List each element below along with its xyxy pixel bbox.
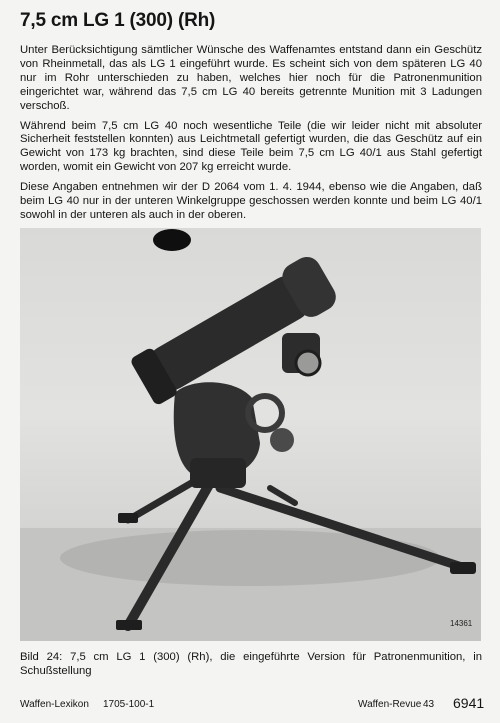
page-title: 7,5 cm LG 1 (300) (Rh)	[20, 10, 216, 31]
sight-lens	[296, 351, 320, 375]
body-text	[20, 44, 482, 229]
footer-sheet-number: 6941	[453, 695, 485, 711]
pivot-base	[190, 458, 246, 488]
paragraph-3: Diese Angaben entnehmen wir der D 2064 vom 1. 4. 1944, ebenso wie die Angaben, daß beim LG 40 nur in der unteren Winkelgruppe geschossen werden konnte und beim LG 40/1 sowohl in der unteren als auch in der oberen.	[20, 181, 482, 221]
traverse-handwheel	[270, 428, 294, 452]
page-footer	[0, 692, 500, 716]
gun-photograph	[20, 228, 481, 641]
paragraph-2: Während beim 7,5 cm LG 40 noch wesentliche Teile (die wir leider nicht mit absoluter Sicherheit feststellen konnten) aus Leichtmetall gefertigt wurden, die das Geschütz auf ein Gewicht von 173 kg brachten, sind diese Teile beim 7,5 cm LG 40/1 aus Stahl gefertigt worden, womit ein Gewicht von 207 kg erreicht wurde.	[20, 119, 482, 174]
leg-foot-right	[450, 562, 476, 574]
footer-page-number: 43	[423, 699, 435, 710]
paragraph-1: Unter Berücksichtigung sämtlicher Wünsche des Waffenamtes entstand dann ein Geschütz von Rheinmetall, das als LG 1 eingeführt wurde. Es scheint sich von dem späteren LG 40 nur im Rohr unterschieden zu haben, welches hier noch für die Patronenmunition eingerichtet war, während das 7,5 cm LG 40 bereits getrennte Munition mit 3 Ladungen verschoß.	[20, 44, 482, 112]
negative-marking: 14361	[450, 619, 473, 628]
footer-code: 1705-100-1	[103, 699, 155, 710]
barrel	[128, 252, 341, 408]
muzzle	[153, 229, 191, 251]
figure-caption: Bild 24: 7,5 cm LG 1 (300) (Rh), die eingeführte Version für Patronenmunition, in Schußstellung	[20, 651, 482, 677]
footer-magazine: Waffen-Revue	[358, 699, 422, 710]
recoilless-gun-illustration	[20, 228, 481, 641]
footer-publication: Waffen-Lexikon	[20, 699, 89, 710]
leg-foot-front	[116, 620, 142, 630]
leg-foot-back	[118, 513, 138, 523]
